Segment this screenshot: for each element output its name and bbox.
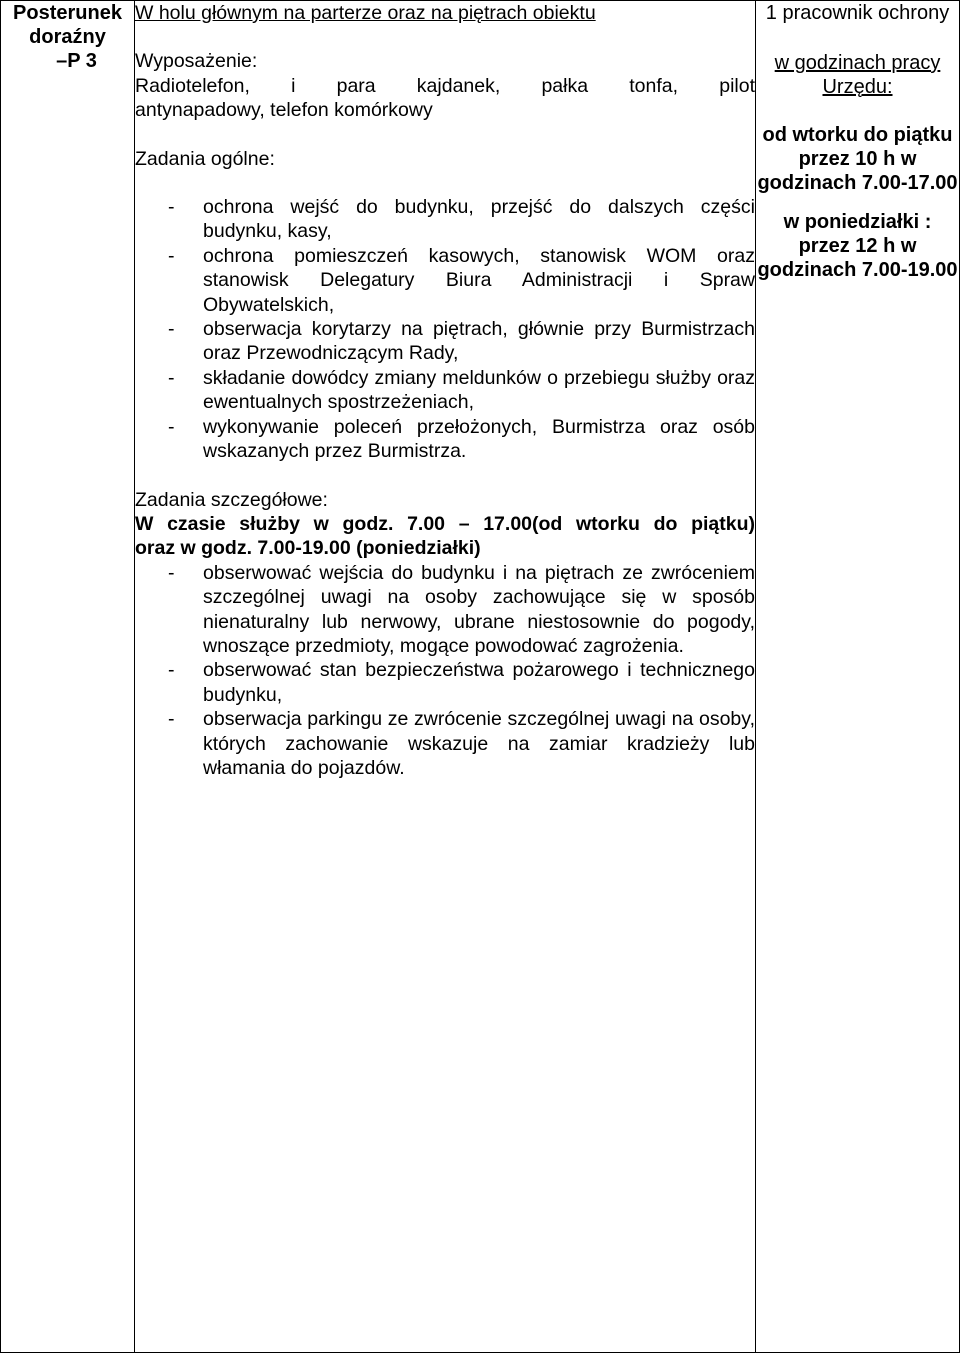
general-tasks-list	[135, 195, 755, 463]
equipment-line2: antynapadowy, telefon komórkowy	[135, 99, 433, 122]
detailed-tasks-list	[135, 561, 755, 781]
schedule-monday: w poniedziałki : przez 12 h w godzinach 7.00-19.00	[757, 211, 958, 281]
list-item: - wykonywanie poleceń przełożonych, Burmistrza oraz osób wskazanych przez Burmistrza.	[135, 415, 755, 464]
staffing-cell	[756, 1, 960, 1353]
list-item: - obserwacja korytarzy na piętrach, głównie przy Burmistrzach oraz Przewodniczącym Rady,	[135, 317, 755, 366]
duties-cell	[135, 1, 756, 1353]
list-item: - obserwacja parkingu ze zwrócenie szczególnej uwagi na osoby, których zachowanie wskazuje na zamiar kradzieży lub włamania do pojazdów.	[135, 707, 755, 780]
staff-count: 1 pracownik ochrony	[765, 2, 950, 24]
table-row	[1, 1, 960, 1353]
list-item: - ochrona wejść do budynku, przejść do dalszych części budynku, kasy,	[135, 195, 755, 244]
list-item: - obserwować stan bezpieczeństwa pożarowego i technicznego budynku,	[135, 658, 755, 707]
equipment-heading: Wyposażenie:	[135, 50, 258, 73]
schedule-tue-fri: od wtorku do piątku przez 10 h w godzinach 7.00-17.00	[757, 124, 958, 194]
equipment-line1: Radiotelefon, i para kajdanek, pałka tonfa, pilot	[135, 74, 755, 97]
detailed-tasks-heading: Zadania szczegółowe:	[135, 488, 328, 511]
service-hours-line2: oraz w godz. 7.00-19.00 (poniedziałki)	[135, 537, 481, 560]
list-item: - składanie dowódcy zmiany meldunków o przebiegu służby oraz ewentualnych spostrzeżeniach,	[135, 366, 755, 415]
post-name-line2: doraźny	[29, 26, 106, 48]
location-heading: W holu głównym na parterze oraz na piętrach obiektu	[135, 2, 596, 24]
post-cell	[1, 1, 135, 1353]
post-code: –P 3	[56, 50, 97, 72]
post-name-line1: Posterunek	[13, 2, 122, 24]
working-hours-title: w godzinach pracy Urzędu:	[774, 52, 941, 98]
list-item: - ochrona pomieszczeń kasowych, stanowisk WOM oraz stanowisk Delegatury Biura Administracji i Spraw Obywatelskich,	[135, 244, 755, 317]
service-hours-line1: W czasie służby w godz. 7.00 – 17.00(od wtorku do piątku)	[135, 512, 755, 535]
general-tasks-heading: Zadania ogólne:	[135, 147, 275, 170]
list-item: - obserwować wejścia do budynku i na piętrach ze zwróceniem szczególnej uwagi na osoby zachowujące się w sposób nienaturalny lub nerwowy, ubrane niestosownie do pogody, wnoszące przedmioty, mogące powodować zagrożenia.	[135, 561, 755, 659]
